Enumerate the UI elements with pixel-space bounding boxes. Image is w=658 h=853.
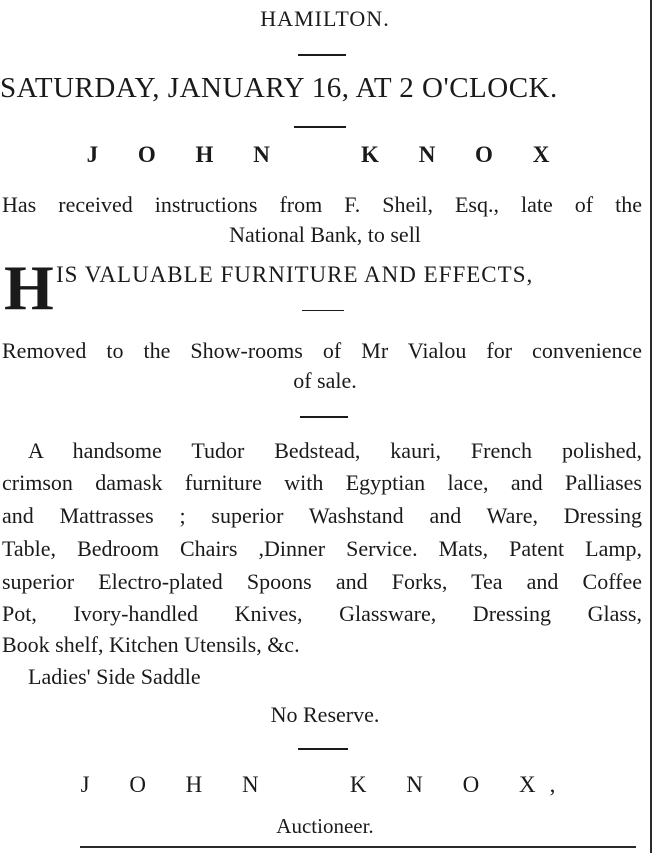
- divider: [302, 310, 344, 311]
- removed-line-2: of sale.: [293, 368, 357, 393]
- items-line: crimson damask furniture with Egyptian lace, and Palliases: [2, 470, 642, 495]
- headline-drop-cap: H: [4, 252, 54, 323]
- column-rule: [650, 0, 652, 853]
- auctioneer-title: Auctioneer.: [276, 814, 374, 838]
- date-heading: SATURDAY, JANUARY 16, AT 2 O'CLOCK.: [0, 72, 558, 104]
- instructions-line-2: National Bank, to sell: [229, 222, 421, 247]
- items-line: and Mattrasses ; superior Washstand and Ware, Dressing: [2, 503, 642, 528]
- items-line: Pot, Ivory-handled Knives, Glassware, Dressing Glass,: [2, 601, 642, 626]
- items-line: superior Electro-plated Spoons and Forks, Tea and Coffee: [2, 569, 642, 594]
- bottom-rule: [80, 846, 636, 848]
- auctioneer-name-footer: J O H N K N O X,: [80, 772, 570, 797]
- divider: [300, 416, 348, 418]
- removed-line-1: Removed to the Show-rooms of Mr Vialou for convenience: [2, 338, 642, 363]
- divider: [298, 748, 348, 750]
- saddle-item: Ladies' Side Saddle: [28, 664, 201, 689]
- items-line: Book shelf, Kitchen Utensils, &c.: [2, 632, 300, 657]
- instructions-line-1: Has received instructions from F. Sheil, Esq., late of the: [2, 192, 642, 217]
- items-line: A handsome Tudor Bedstead, kauri, French polished,: [28, 438, 642, 463]
- headline: IS VALUABLE FURNITURE AND EFFECTS,: [56, 262, 534, 287]
- items-line: Table, Bedroom Chairs ,Dinner Service. Mats, Patent Lamp,: [2, 536, 642, 561]
- location-heading: HAMILTON.: [260, 6, 390, 31]
- divider: [298, 54, 346, 56]
- divider: [294, 126, 346, 128]
- no-reserve: No Reserve.: [270, 702, 380, 727]
- auctioneer-name-header: J O H N K N O X: [86, 142, 564, 167]
